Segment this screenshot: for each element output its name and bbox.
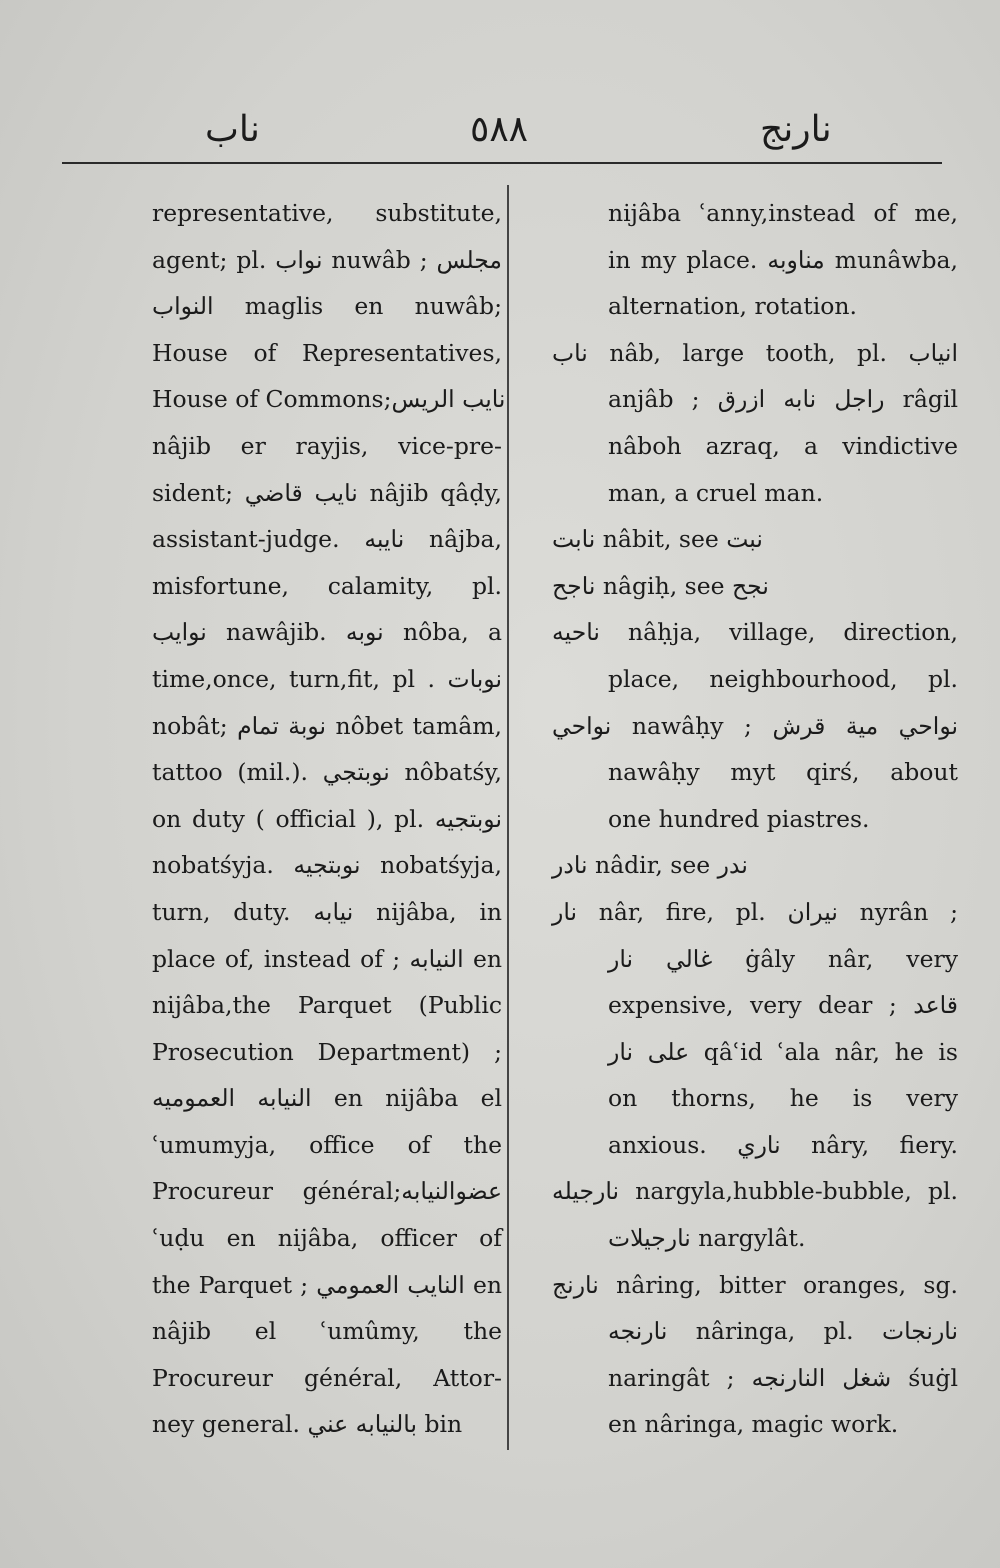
- header-left-catchword: ناب: [205, 109, 260, 150]
- header-rule: [62, 162, 942, 164]
- text-line: ناجح nâgiḥ, see نجح: [552, 571, 769, 600]
- text-line: tattoo (mil.). نوبتجي nôbatśy,: [152, 758, 503, 787]
- text-line: ناحيه nâḥja, village, direction,: [552, 618, 958, 647]
- text-line: alternation, rotation.: [608, 292, 857, 321]
- text-line: time,once, turn,fit, pl . نوبات: [152, 664, 502, 693]
- text-line: on thorns, he is very: [608, 1084, 958, 1113]
- text-line: turn, duty. نيابه nijâba, in: [152, 897, 503, 926]
- text-line: nawâḥy myt qirś, about: [608, 758, 958, 787]
- text-line: ʿumumyja, office of the: [152, 1130, 502, 1159]
- text-line: غالي نار ġâly nâr, very: [608, 944, 958, 973]
- text-line: place, neighbourhood, pl.: [608, 664, 958, 693]
- text-line: Procureur général;عضوالنيابه: [152, 1177, 502, 1206]
- text-line: ney general. بالنيابه عني bin: [152, 1410, 463, 1439]
- text-line: ناب nâb, large tooth, pl. انياب: [552, 338, 958, 367]
- text-line: nâjib el ʿumûmy, the: [152, 1317, 502, 1346]
- text-line: nijâba ʿanny,instead of me,: [608, 199, 958, 227]
- text-line: Prosecution Department) ;: [152, 1037, 502, 1066]
- text-line: نارنجه nâringa, pl. نارنجات: [608, 1317, 958, 1346]
- text-line: sident; نايب قاضي nâjib qâḍy,: [152, 478, 502, 507]
- text-line: House of Representatives,: [152, 338, 502, 367]
- text-line: place of, instead of ; النيابه en: [152, 944, 502, 973]
- text-line: النواب maglis en nuwâb;: [152, 292, 502, 321]
- left-column: [152, 190, 506, 1448]
- text-line: expensive, very dear ; قاعد: [608, 991, 958, 1020]
- text-line: nâjib er rayjis, vice-pre-: [152, 431, 502, 460]
- header-right-catchword: نارنج: [760, 109, 832, 150]
- text-line: نارجيلات nargylât.: [608, 1224, 806, 1253]
- text-line: نارنج nâring, bitter oranges, sg.: [552, 1270, 958, 1299]
- text-line: agent; pl. نواب nuwâb ; مجلس: [152, 245, 502, 274]
- text-line: House of Commons;نايب الريس: [152, 385, 506, 414]
- page-header: [0, 100, 1000, 160]
- text-line: misfortune, calamity, pl.: [152, 571, 502, 600]
- right-column: [552, 190, 959, 1448]
- text-line: nobât; نوبة تمام nôbet tamâm,: [152, 711, 502, 740]
- text-line: نواحي nawâḥy ; نواحي مية قرش: [552, 711, 959, 740]
- text-line: النيابه العموميه en nijâba el: [152, 1084, 502, 1113]
- text-line: en nâringa, magic work.: [608, 1410, 899, 1439]
- text-line: one hundred piastres.: [608, 804, 870, 833]
- text-line: نابت nâbit, see نبت: [552, 525, 763, 554]
- text-line: نوايب nawâjib. نوبه nôba, a: [152, 618, 502, 647]
- text-line: assistant-judge. نايبه nâjba,: [152, 525, 502, 554]
- page-number: ٥٨٨: [470, 109, 529, 150]
- text-line: نادر nâdir, see ندر: [552, 851, 748, 880]
- text-line: Procureur général, Attor-: [152, 1363, 502, 1392]
- text-line: on duty ( official ), pl. نوبتجيه: [152, 804, 502, 833]
- text-line: in my place. مناوبه munâwba,: [608, 245, 958, 274]
- text-line: نار nâr, fire, pl. نيران nyrân ;: [552, 897, 958, 926]
- text-line: nobatśyja. نوبتجيه nobatśyja,: [152, 851, 502, 880]
- text-line: man, a cruel man.: [608, 478, 824, 507]
- text-line: على نار qâʿid ʿala nâr, he is: [608, 1037, 958, 1066]
- text-line: ʿuḍu en nijâba, officer of: [152, 1224, 502, 1253]
- text-line: nâboh azraq, a vindictive: [608, 431, 958, 460]
- text-line: anjâb ; راجل نابه ازرق râgil: [608, 385, 959, 414]
- text-line: the Parquet ; النايب العمومي en: [152, 1270, 502, 1299]
- text-line: نارجيله nargyla,hubble-bubble, pl.: [552, 1177, 958, 1206]
- text-line: nijâba,the Parquet (Public: [152, 991, 502, 1020]
- text-line: anxious. ناري nâry, fiery.: [608, 1130, 958, 1159]
- column-divider: [507, 185, 509, 1450]
- text-line: representative, substitute,: [152, 199, 502, 227]
- text-line: naringât ; شغل النارنجه śuġl: [608, 1363, 958, 1392]
